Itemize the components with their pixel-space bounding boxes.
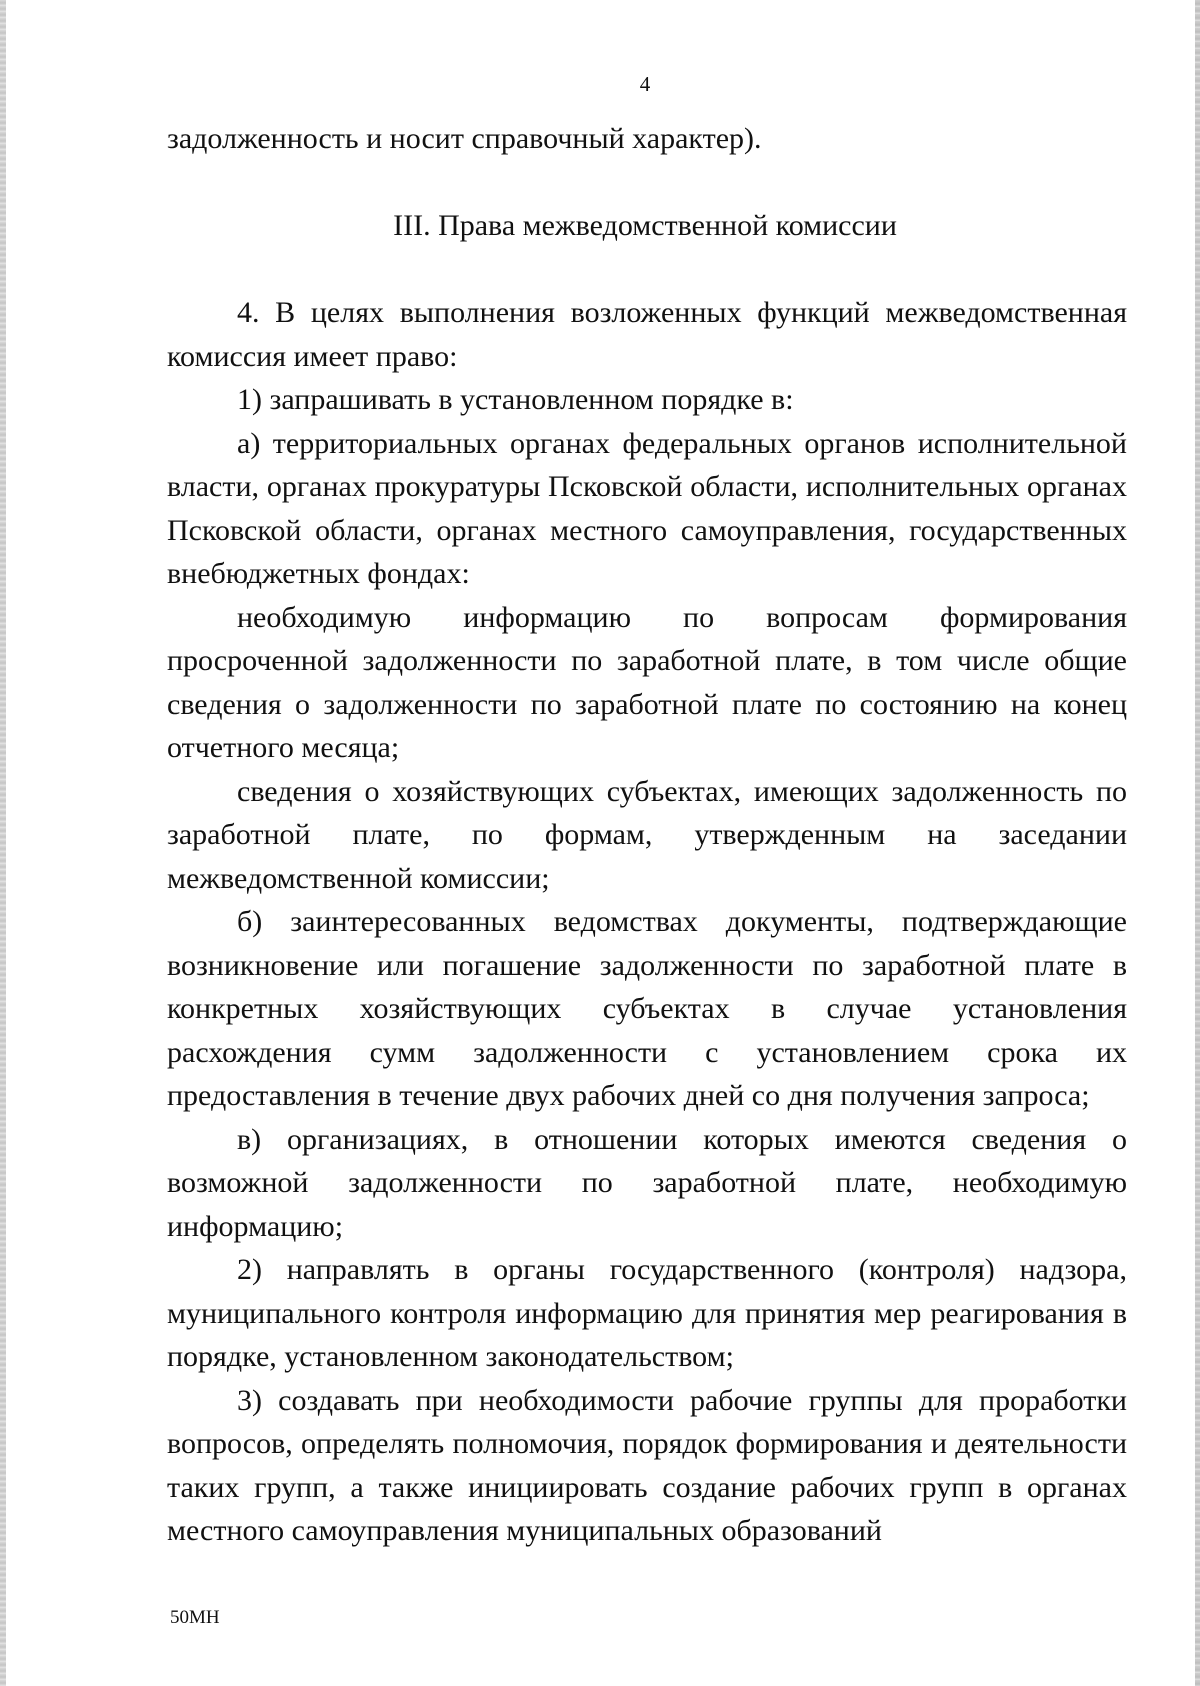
paragraph-required-info: необходимую информацию по вопросам формирования просроченной задолженности по заработной плате, в том числе общие сведения о задолженности по заработной плате по состоянию на конец отчетного месяца; bbox=[167, 600, 1127, 764]
scan-edge-right bbox=[1195, 0, 1200, 1686]
continuation-block bbox=[167, 117, 1127, 161]
section-heading: III. Права межведомственной комиссии bbox=[393, 209, 897, 242]
paragraph-subitem-v: в) организациях, в отношении которых имеются сведения о возможной задолженности по заработной плате, необходимую информацию; bbox=[167, 1122, 1127, 1243]
page-number: 4 bbox=[639, 72, 651, 96]
paragraph-item-1: 1) запрашивать в установленном порядке в: bbox=[237, 383, 794, 416]
document-body bbox=[167, 291, 1127, 1553]
paragraph-clause-4: 4. В целях выполнения возложенных функций межведомственная комиссия имеет право: bbox=[167, 296, 1127, 373]
paragraph-item-3: 3) создавать при необходимости рабочие группы для проработки вопросов, определять полномочия, порядок формирования и деятельности таких групп, а также инициировать создание рабочих групп в органах местного самоуправления муниципальных образований bbox=[167, 1383, 1127, 1547]
paragraph-entity-info: сведения о хозяйствующих субъектах, имеющих задолженность по заработной плате, по формам, утвержденным на заседании межведомственной комиссии; bbox=[167, 774, 1127, 895]
paragraph-subitem-a: а) территориальных органах федеральных органов исполнительной власти, органах прокуратуры Псковской области, исполнительных органах Псковской области, органах местного самоуправления, государственных внебюджетных фондах: bbox=[167, 426, 1127, 590]
paragraph-item-2: 2) направлять в органы государственного (контроля) надзора, муниципального контроля информацию для принятия мер реагирования в порядке, установленном законодательством; bbox=[167, 1253, 1127, 1373]
footer-code: 50МН bbox=[170, 1607, 220, 1628]
continuation-text: задолженность и носит справочный характер). bbox=[167, 122, 762, 155]
paragraph-subitem-b: б) заинтересованных ведомствах документы, подтверждающие возникновение или погашение задолженности по заработной плате в конкретных хозяйствующих субъектах в случае установления расхождения сумм задолженности с установлением срока их предоставления в течение двух рабочих дней со дня получения запроса; bbox=[167, 905, 1127, 1112]
scan-edge-left bbox=[0, 0, 6, 1686]
